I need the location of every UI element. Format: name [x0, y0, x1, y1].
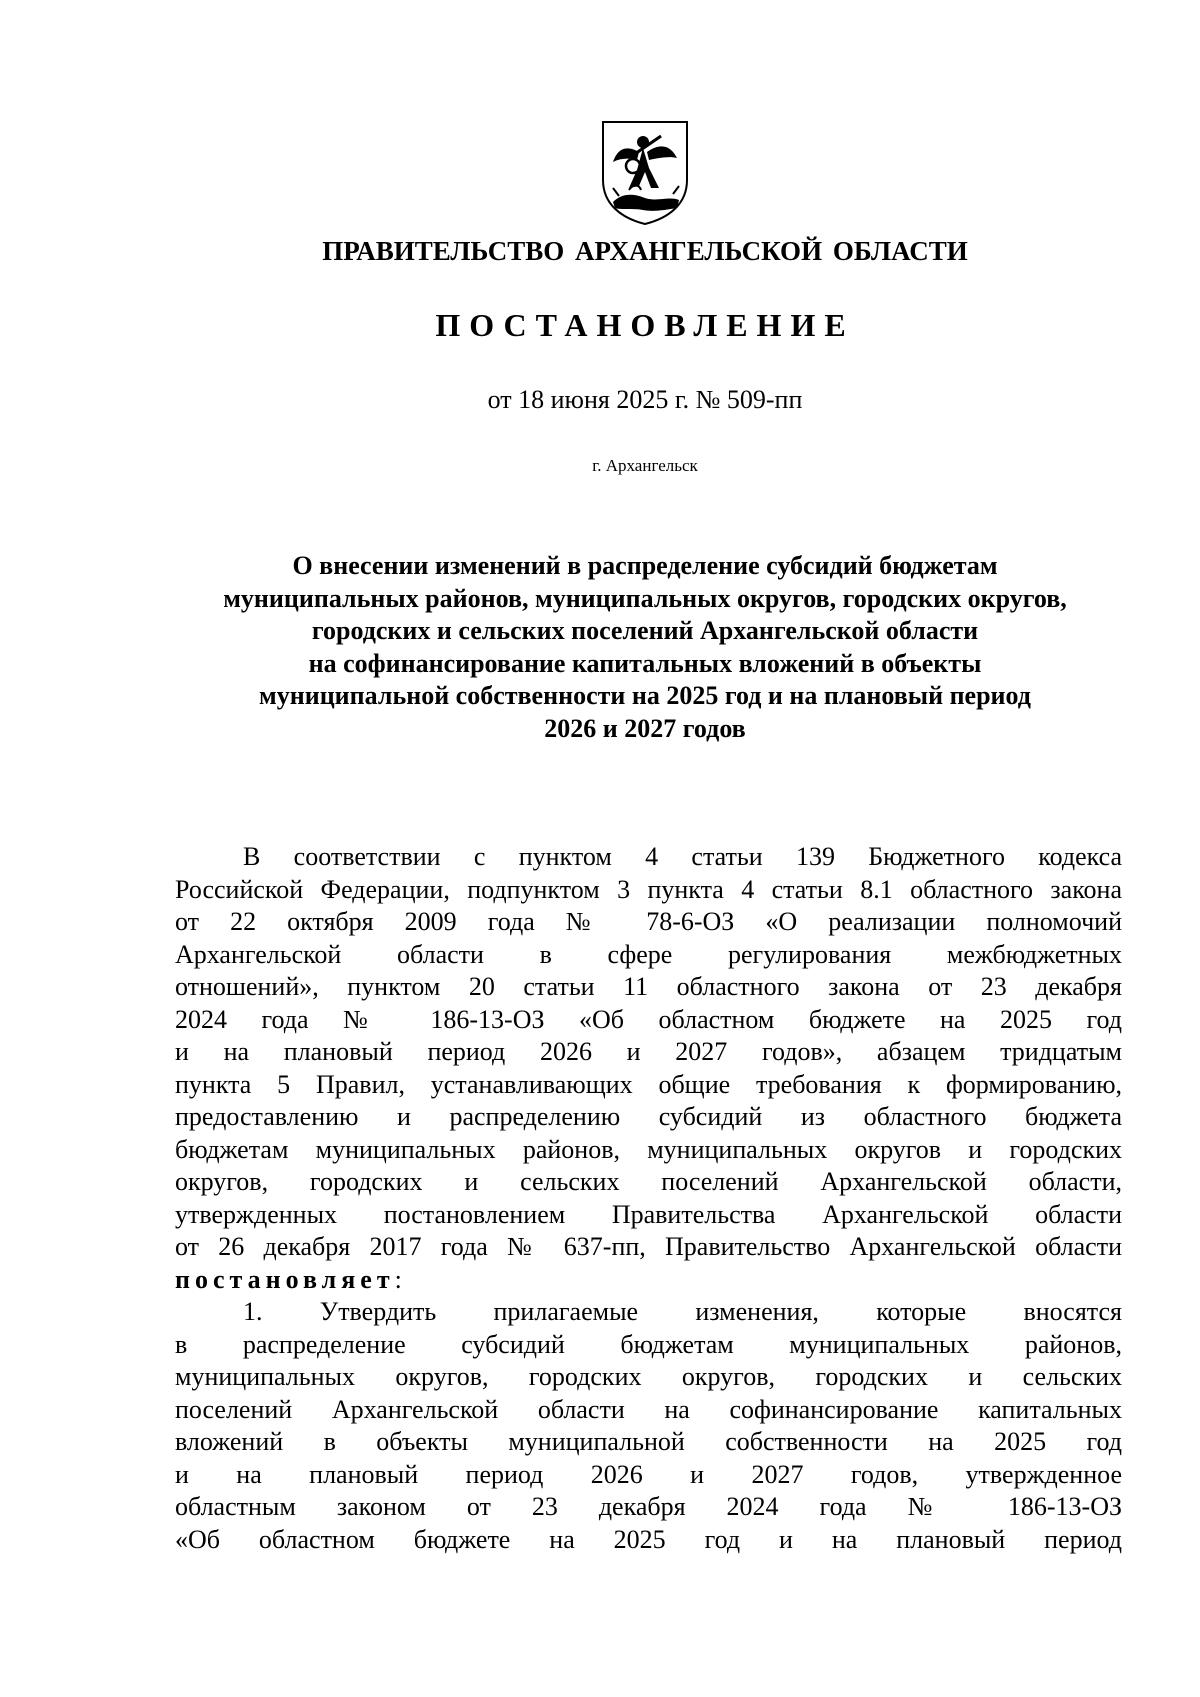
- body-line: предоставлению и распределению субсидий из областного бюджета: [175, 1102, 1122, 1131]
- heading-line: 2026 и 2027 годов: [544, 713, 746, 743]
- heading-line: О внесении изменений в распределение субсидий бюджетам: [292, 551, 998, 580]
- resolves-word: постановляет: [175, 1264, 395, 1294]
- heading-line: городских и сельских поселений Архангельской области: [311, 616, 979, 645]
- body-line: поселений Архангельской области на софинансирование капитальных: [175, 1394, 1122, 1424]
- body-line: 1. Утвердить прилагаемые изменения, которые вносятся: [243, 1297, 1122, 1326]
- body-line: пункта 5 Правил, устанавливающих общие требования к формированию,: [175, 1069, 1122, 1099]
- document-date-number: от 18 июня 2025 г. № 509-пп: [487, 385, 803, 414]
- body-line: округов, городских и сельских поселений Архангельской области,: [175, 1167, 1122, 1196]
- body-line: областным законом от 23 декабря 2024 года № 186-13-ОЗ: [175, 1492, 1122, 1521]
- body-line: муниципальных округов, городских округов, городских и сельских: [175, 1362, 1122, 1391]
- body-line: В соответствии с пунктом 4 статьи 139 Бюджетного кодекса: [243, 842, 1122, 871]
- document-body: [175, 841, 1122, 1556]
- body-line: и на плановый период 2026 и 2027 годов», абзацем тридцатым: [175, 1037, 1122, 1066]
- body-line: в распределение субсидий бюджетам муниципальных районов,: [175, 1329, 1122, 1359]
- coat-of-arms-icon: [599, 118, 691, 226]
- body-line: бюджетам муниципальных районов, муниципальных округов и городских: [175, 1134, 1122, 1164]
- body-line: от 22 октября 2009 года № 78-6-ОЗ «О реализации полномочий: [175, 907, 1122, 936]
- body-line: Российской Федерации, подпунктом 3 пункта 4 статьи 8.1 областного закона: [175, 874, 1122, 904]
- resolves-colon: :: [394, 1264, 402, 1294]
- body-line: 2024 года № 186-13-ОЗ «Об областном бюджете на 2025 год: [175, 1004, 1122, 1034]
- document-heading: [120, 550, 1170, 745]
- body-line: вложений в объекты муниципальной собственности на 2025 год: [175, 1427, 1122, 1456]
- heading-line: муниципальных районов, муниципальных округов, городских округов,: [223, 583, 1067, 613]
- resolves-line: [175, 1264, 1122, 1297]
- heading-line: муниципальной собственности на 2025 год и на плановый период: [259, 681, 1031, 710]
- document-type: ПОСТАНОВЛЕНИЕ: [435, 307, 855, 343]
- body-line: «Об областном бюджете на 2025 год и на плановый период: [175, 1524, 1122, 1554]
- organization-title: ПРАВИТЕЛЬСТВО АРХАНГЕЛЬСКОЙ ОБЛАСТИ: [322, 236, 968, 266]
- body-line: утвержденных постановлением Правительства Архангельской области: [175, 1199, 1122, 1229]
- heading-line: на софинансирование капитальных вложений в объекты: [308, 648, 982, 678]
- body-line: Архангельской области в сфере регулирования межбюджетных: [175, 939, 1122, 969]
- body-line: от 26 декабря 2017 года № 637-пп, Правительство Архангельской области: [175, 1232, 1122, 1261]
- document-city: г. Архангельск: [592, 456, 698, 475]
- body-line: и на плановый период 2026 и 2027 годов, утвержденное: [175, 1459, 1122, 1489]
- body-line: отношений», пунктом 20 статьи 11 областного закона от 23 декабря: [175, 972, 1122, 1001]
